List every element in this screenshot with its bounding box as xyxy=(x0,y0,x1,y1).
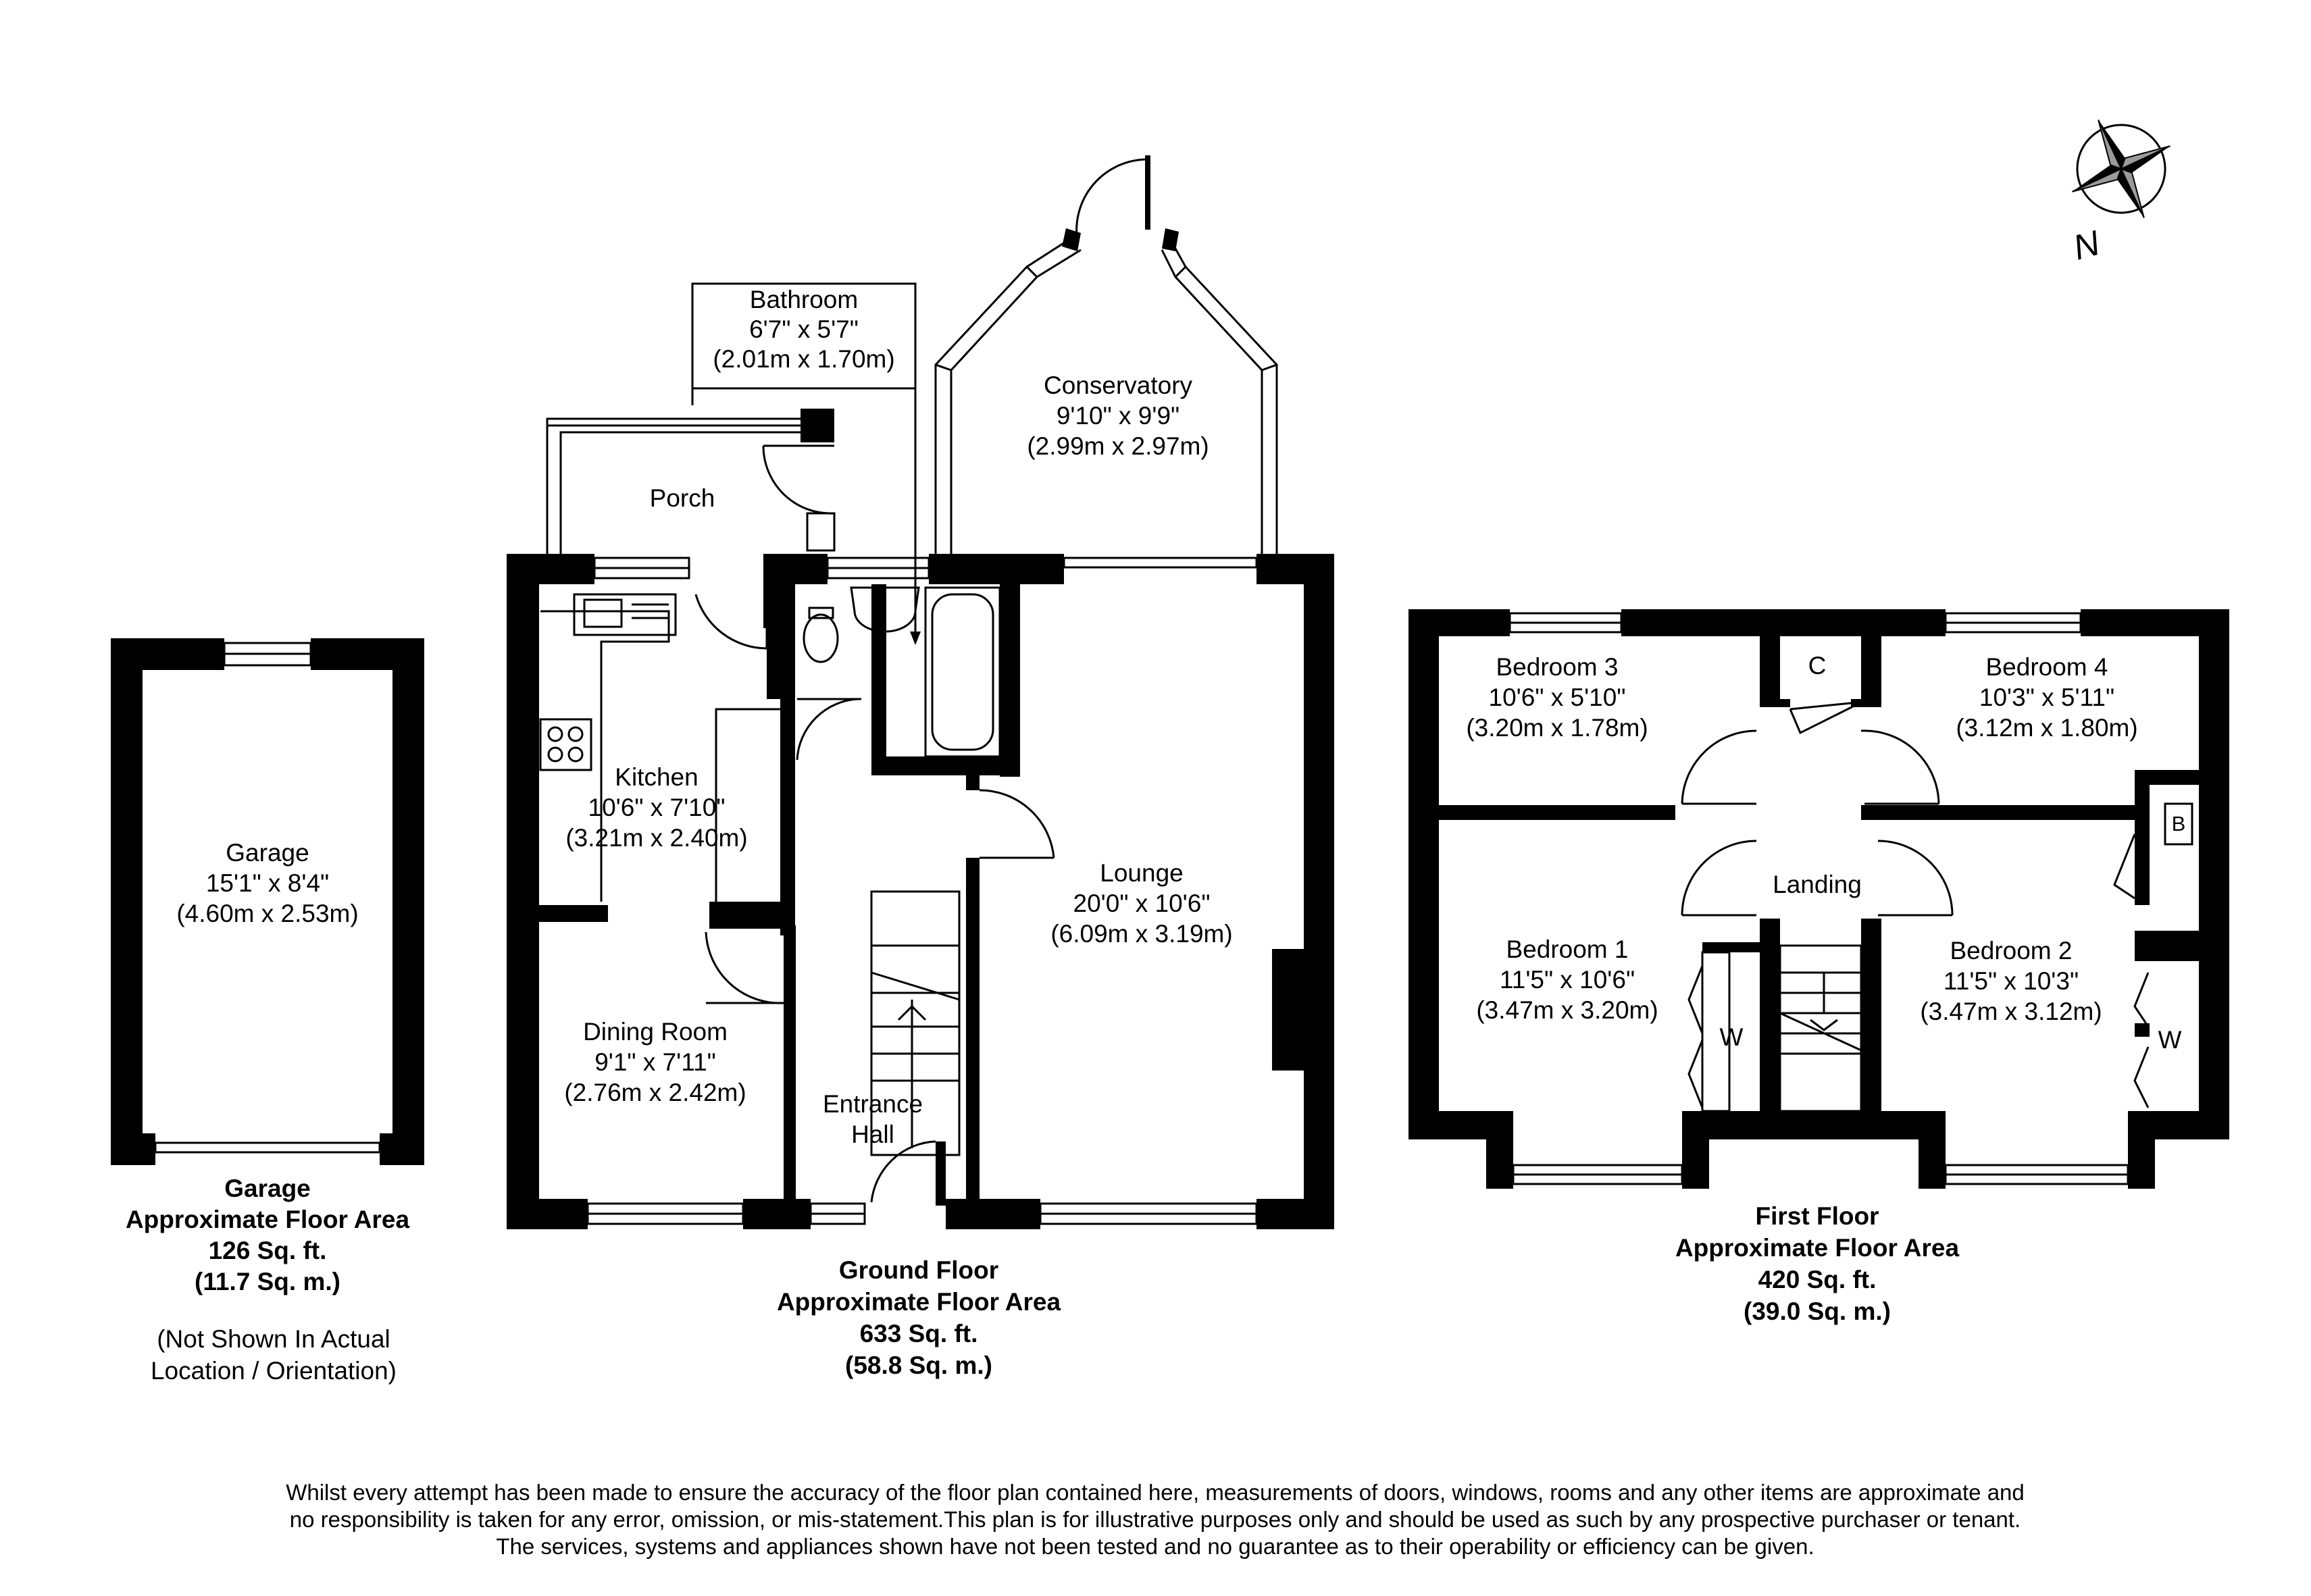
bathroom-size-metric: (2.01m x 1.70m) xyxy=(713,345,895,373)
first-floor-sqft: 420 Sq. ft. xyxy=(1758,1266,1877,1293)
room-labels xyxy=(176,286,2185,1148)
bedroom-4-name: Bedroom 4 xyxy=(1985,653,2108,681)
bedroom-1-name: Bedroom 1 xyxy=(1506,935,1629,963)
conservatory-size-imperial: 9'10" x 9'9" xyxy=(1056,402,1180,430)
bedroom-3-size-metric: (3.20m x 1.78m) xyxy=(1466,714,1648,742)
garage-area-sqft: 126 Sq. ft. xyxy=(208,1237,327,1264)
garage-area-subtitle: Approximate Floor Area xyxy=(125,1206,410,1233)
disclaimer-line-3: The services, systems and appliances shown have not been tested and no guarantee as to their operability or efficiency can be given. xyxy=(496,1534,1814,1559)
bedroom-3-name: Bedroom 3 xyxy=(1496,653,1619,681)
wardrobe-2-label: W xyxy=(2158,1026,2182,1054)
conservatory-name: Conservatory xyxy=(1043,371,1193,399)
kitchen-name: Kitchen xyxy=(615,763,699,791)
garage-name: Garage xyxy=(226,839,309,867)
dining-room-size-imperial: 9'1" x 7'11" xyxy=(594,1048,716,1076)
bedroom-1-size-imperial: 11'5" x 10'6" xyxy=(1499,966,1635,994)
kitchen-size-metric: (3.21m x 2.40m) xyxy=(565,824,748,852)
bedroom-2-name: Bedroom 2 xyxy=(1950,937,2073,964)
wardrobe-1-label: W xyxy=(1719,1023,1744,1051)
first-floor-subtitle: Approximate Floor Area xyxy=(1675,1234,1960,1262)
compass-rose xyxy=(2050,97,2193,241)
ground-floor-title: Ground Floor xyxy=(838,1256,999,1284)
garage-area-title: Garage xyxy=(224,1175,311,1202)
ground-floor-sqft: 633 Sq. ft. xyxy=(859,1320,978,1347)
bathroom-size-imperial: 6'7" x 5'7" xyxy=(749,315,859,343)
lounge-size-metric: (6.09m x 3.19m) xyxy=(1050,920,1233,948)
bedroom-3-size-imperial: 10'6" x 5'10" xyxy=(1488,684,1626,711)
conservatory-size-metric: (2.99m x 2.97m) xyxy=(1027,432,1209,460)
landing-name: Landing xyxy=(1773,871,1862,898)
first-floor-title: First Floor xyxy=(1755,1202,1879,1230)
cupboard-label: C xyxy=(1808,652,1827,679)
compass-north-label: N xyxy=(2069,223,2104,268)
bedroom-2-size-imperial: 11'5" x 10'3" xyxy=(1943,967,2079,995)
bedroom-2-size-metric: (3.47m x 3.12m) xyxy=(1920,998,2102,1025)
entrance-hall-line1: Entrance xyxy=(822,1090,923,1118)
garage-note-line1: (Not Shown In Actual xyxy=(157,1325,390,1353)
ground-floor-sqm: (58.8 Sq. m.) xyxy=(845,1352,992,1379)
kitchen-size-imperial: 10'6" x 7'10" xyxy=(588,794,726,821)
bedroom-4-size-metric: (3.12m x 1.80m) xyxy=(1956,714,2138,742)
lounge-name: Lounge xyxy=(1100,859,1184,887)
garage-area-sqm: (11.7 Sq. m.) xyxy=(195,1268,340,1295)
disclaimer-line-1: Whilst every attempt has been made to ensure the accuracy of the floor plan contained here, measurements of doors, windows, rooms and any other items are approximate and xyxy=(286,1480,2025,1505)
garage-note-line2: Location / Orientation) xyxy=(150,1357,397,1385)
first-floor-sqm: (39.0 Sq. m.) xyxy=(1744,1297,1891,1325)
entrance-hall-line2: Hall xyxy=(851,1121,894,1148)
disclaimer xyxy=(169,1479,2141,1560)
garage-size-metric: (4.60m x 2.53m) xyxy=(176,900,359,927)
porch-name: Porch xyxy=(649,484,715,512)
bedroom-4-size-imperial: 10'3" x 5'11" xyxy=(1979,684,2115,711)
garage-size-imperial: 15'1" x 8'4" xyxy=(205,869,330,897)
ground-floor-subtitle: Approximate Floor Area xyxy=(776,1288,1061,1316)
bedroom-1-size-metric: (3.47m x 3.20m) xyxy=(1476,996,1658,1024)
lounge-size-imperial: 20'0" x 10'6" xyxy=(1073,890,1211,917)
disclaimer-line-2: no responsibility is taken for any error, omission, or mis-statement.This plan is for illustrative purposes only and should be used as such by any prospective purchaser or tenant. xyxy=(289,1507,2021,1532)
bathroom-name: Bathroom xyxy=(749,286,859,313)
dining-room-size-metric: (2.76m x 2.42m) xyxy=(564,1079,746,1106)
dining-room-name: Dining Room xyxy=(583,1018,728,1046)
boiler-label: B xyxy=(2171,812,2186,835)
